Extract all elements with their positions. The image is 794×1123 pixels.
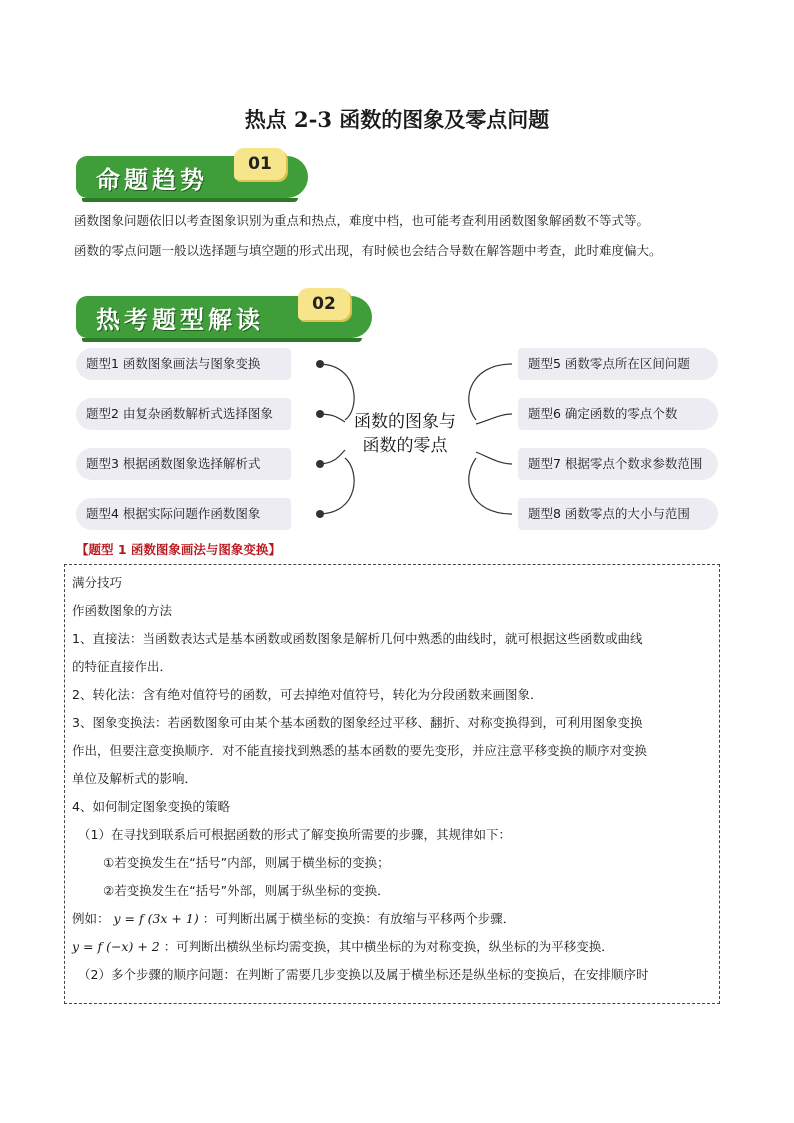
- connector-right-2: [476, 414, 512, 424]
- trend-line-2: 函数的零点问题一般以选择题与填空题的形式出现，有时候也会结合导数在解答题中考查，此时难度偏大。: [74, 243, 662, 258]
- topic-pill-1: 题型1 函数图象画法与图象变换: [76, 348, 291, 380]
- example-text: ：可判断出横纵坐标均需变换，其中横坐标的为对称变换，纵坐标的为平移变换．: [163, 939, 614, 954]
- formula-2: y = f (−x) + 2: [72, 939, 160, 954]
- topic-pill-8: 题型8 函数零点的大小与范围: [518, 498, 718, 530]
- connector-dot: [316, 410, 324, 418]
- topic-pill-7: 题型7 根据零点个数求参数范围: [518, 448, 718, 480]
- banner-number: 02: [298, 288, 350, 320]
- tips-line-example: [72, 909, 515, 927]
- banner-label: 热考题型解读: [96, 305, 264, 334]
- topic-pill-6: 题型6 确定函数的零点个数: [518, 398, 718, 430]
- connector-left-4: [318, 458, 354, 514]
- connector-dot: [316, 460, 324, 468]
- formula-1: y = f (3x + 1): [113, 911, 199, 926]
- topic-pill-3: 题型3 根据函数图象选择解析式: [76, 448, 291, 480]
- page-title: 热点 2-3 函数的图象及零点问题: [244, 107, 550, 132]
- tips-line: 4、如何制定图象变换的策略: [72, 799, 230, 814]
- tips-line: 的特征直接作出．: [72, 659, 173, 674]
- tips-line: 2、转化法：含有绝对值符号的函数，可去掉绝对值符号，转化为分段函数来画图象．: [72, 687, 543, 702]
- example-text: ：可判断出属于横坐标的变换：有放缩与平移两个步骤．: [202, 911, 516, 926]
- trend-line-1: 函数图象问题依旧以考查图象识别为重点和热点，难度中档，也可能考查利用函数图象解函数不等式等。: [74, 213, 650, 228]
- tips-line: 单位及解析式的影响．: [72, 771, 198, 786]
- section-banner-trend: [76, 152, 376, 200]
- tips-line: （1）在寻找到联系后可根据函数的形式了解变换所需要的步骤，其规律如下：: [78, 827, 511, 842]
- tips-box: [64, 564, 720, 1004]
- connector-dot: [316, 360, 324, 368]
- mindmap-center: [330, 410, 480, 458]
- mindmap-center-line-1: 函数的图象与: [354, 412, 456, 432]
- section-banner-hot-types: [76, 292, 376, 340]
- tips-line: 3、图象变换法：若函数图象可由某个基本函数的图象经过平移、翻折、对称变换得到，可利用图象变换: [72, 715, 643, 730]
- topic-pill-5: 题型5 函数零点所在区间问题: [518, 348, 718, 380]
- example-prefix: 例如：: [72, 911, 110, 926]
- tips-line: 作出，但要注意变换顺序．对不能直接找到熟悉的基本函数的要先变形，并应注意平移变换的顺序对变换: [72, 743, 648, 758]
- connector-right-3: [476, 452, 512, 464]
- tips-line: 1、直接法：当函数表达式是基本函数或函数图象是解析几何中熟悉的曲线时，就可根据这些函数或曲线: [72, 631, 643, 646]
- connector-dot: [316, 510, 324, 518]
- tips-line-example-2: [72, 937, 614, 955]
- topic-pill-2: 题型2 由复杂函数解析式选择图象: [76, 398, 291, 430]
- banner-number: 01: [234, 148, 286, 180]
- tips-line: ①若变换发生在“括号”内部，则属于横坐标的变换；: [103, 855, 390, 870]
- topic-pill-4: 题型4 根据实际问题作函数图象: [76, 498, 291, 530]
- banner-label: 命题趋势: [96, 165, 208, 194]
- type1-heading: 【题型 1 函数图象画法与图象变换】: [76, 542, 281, 557]
- connector-right-4: [469, 458, 512, 514]
- tips-line: 作函数图象的方法: [72, 603, 173, 618]
- mindmap-center-line-2: 函数的零点: [362, 436, 448, 456]
- tips-line: ②若变换发生在“括号”外部，则属于纵坐标的变换．: [103, 883, 390, 898]
- tips-line: （2）多个步骤的顺序问题：在判断了需要几步变换以及属于横坐标还是纵坐标的变换后，在安排顺序时: [78, 967, 649, 982]
- tips-line: 满分技巧: [72, 575, 123, 590]
